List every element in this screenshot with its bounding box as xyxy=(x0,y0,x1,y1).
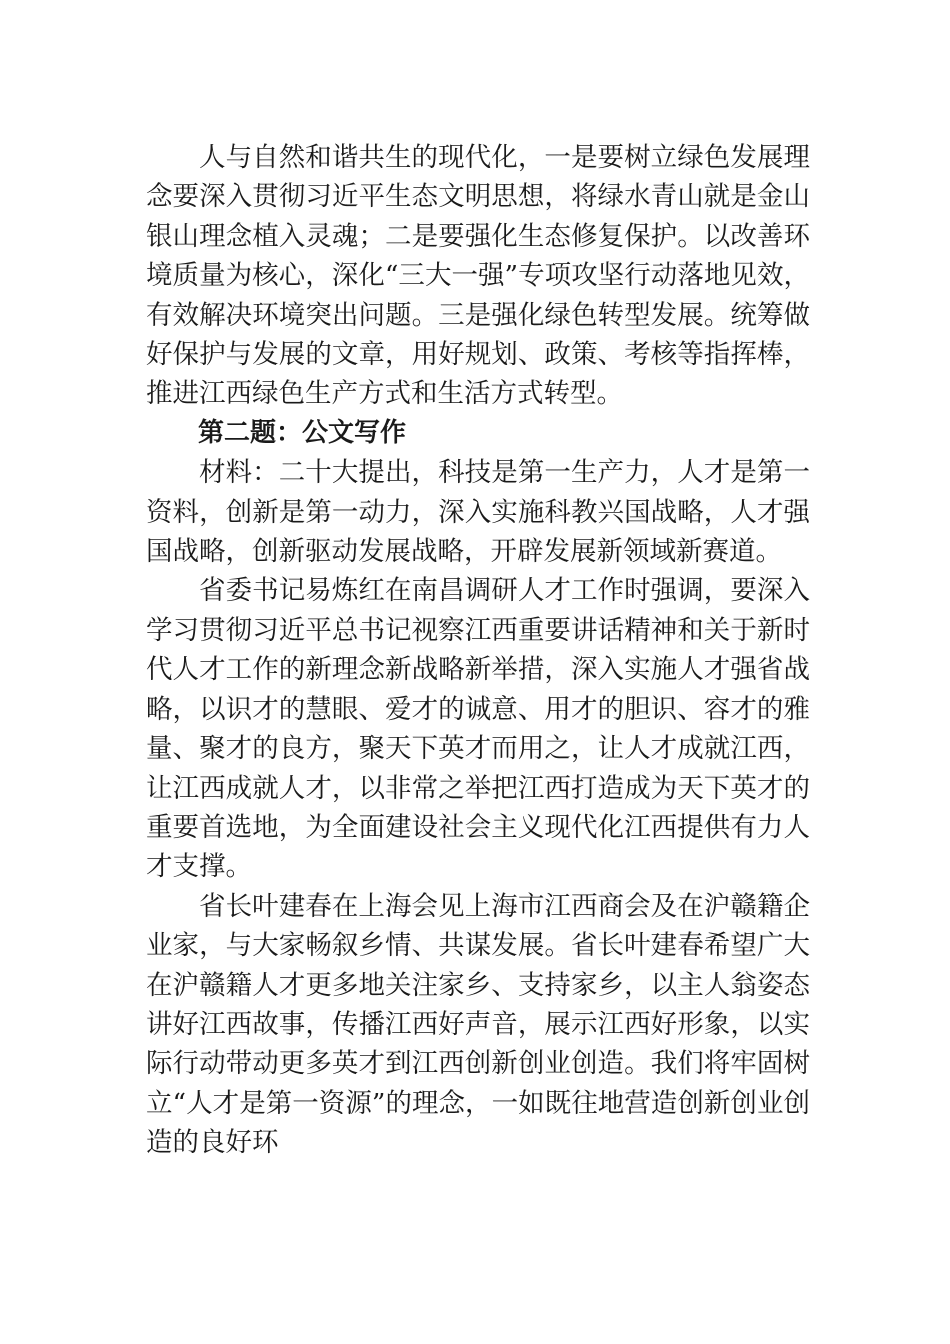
paragraph-party-secretary: 省委书记易炼红在南昌调研人才工作时强调，要深入学习贯彻习近平总书记视察江西重要讲话精神和关于新时代人才工作的新理念新战略新举措，深入实施人才强省战略，以识才的慧眼、爱才的诚意、用才的胆识、容才的雅量、聚才的良方，聚天下英才而用之，让人才成就江西，让江西成就人才，以非常之举把江西打造成为天下英才的重要首选地，为全面建设社会主义现代化江西提供有力人才支撑。 xyxy=(146,575,810,883)
paragraph-governor: 省长叶建春在上海会见上海市江西商会及在沪赣籍企业家，与大家畅叙乡情、共谋发展。省长叶建春希望广大在沪赣籍人才更多地关注家乡、支持家乡，以主人翁姿态讲好江西故事，传播江西好声音，展示江西好形象，以实际行动带动更多英才到江西创新创业创造。我们将牢固树立“人才是第一资源”的理念，一如既往地营造创新创业创造的良好环 xyxy=(146,890,810,1159)
paragraph-ecology: 人与自然和谐共生的现代化，一是要树立绿色发展理念要深入贯彻习近平生态文明思想，将绿水青山就是金山银山理念植入灵魂；二是要强化生态修复保护。以改善环境质量为核心，深化“三大一强”专项攻坚行动落地见效，有效解决环境突出问题。三是强化绿色转型发展。统筹做好保护与发展的文章，用好规划、政策、考核等指挥棒，推进江西绿色生产方式和生活方式转型。 xyxy=(146,142,810,410)
paragraph-material: 材料：二十大提出，科技是第一生产力，人才是第一资料，创新是第一动力，深入实施科教兴国战略，人才强国战略，创新驱动发展战略，开辟发展新领域新赛道。 xyxy=(146,457,810,568)
section-heading: 第二题：公文写作 xyxy=(198,417,407,448)
document-body xyxy=(146,138,810,1163)
